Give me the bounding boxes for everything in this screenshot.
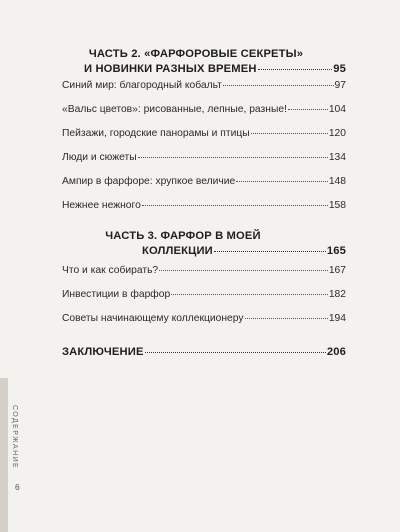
part2-heading-row xyxy=(62,63,346,75)
part2-page: 95 xyxy=(333,63,346,75)
dot-leader xyxy=(214,251,326,252)
toc-entry-page: 182 xyxy=(328,289,346,300)
part3-title-line1: ЧАСТЬ 3. ФАРФОР В МОЕЙ xyxy=(105,230,261,242)
dot-leader xyxy=(171,294,328,295)
toc-entry-title: Синий мир: благородный кобальт xyxy=(62,80,222,91)
toc-entry-title: «Вальс цветов»: рисованные, лепные, разные! xyxy=(62,104,287,115)
toc-entry xyxy=(62,289,346,300)
toc-entry-title: Нежнее нежного xyxy=(62,200,141,211)
toc-entry xyxy=(62,313,346,324)
toc-entry xyxy=(62,128,346,139)
dot-leader xyxy=(258,69,333,70)
toc-entry-title: Ампир в фарфоре: хрупкое величие xyxy=(62,176,236,187)
part2-title-line2: И НОВИНКИ РАЗНЫХ ВРЕМЕН xyxy=(84,63,257,75)
toc-entry-title: Люди и сюжеты xyxy=(62,152,137,163)
toc-entry xyxy=(62,80,346,91)
toc-entry xyxy=(62,265,346,276)
toc-entry-page: 148 xyxy=(328,176,346,187)
part3-page: 165 xyxy=(326,245,346,257)
dot-leader xyxy=(245,318,328,319)
toc-entry-page: 104 xyxy=(328,104,346,115)
toc-entry-title: Советы начинающему коллекционеру xyxy=(62,313,244,324)
toc-entry-page: 134 xyxy=(328,152,346,163)
conclusion-row xyxy=(62,346,346,358)
toc-entry xyxy=(62,200,346,211)
toc-entry-page: 194 xyxy=(328,313,346,324)
dot-leader xyxy=(138,157,328,158)
toc-entry-page: 97 xyxy=(334,80,346,91)
part3-heading-row xyxy=(62,245,346,257)
conclusion-title: ЗАКЛЮЧЕНИЕ xyxy=(62,346,144,358)
sidebar-section-label: СОДЕРЖАНИЕ xyxy=(11,405,18,470)
toc-entry xyxy=(62,104,346,115)
part2-title-line1: ЧАСТЬ 2. «ФАРФОРОВЫЕ СЕКРЕТЫ» xyxy=(88,48,304,60)
dot-leader xyxy=(251,133,328,134)
toc-entry-title: Инвестиции в фарфор xyxy=(62,289,171,300)
sidebar-bar xyxy=(0,378,8,532)
dot-leader xyxy=(236,181,328,182)
toc-entry-page: 158 xyxy=(328,200,346,211)
dot-leader xyxy=(145,352,326,353)
toc-entry xyxy=(62,176,346,187)
dot-leader xyxy=(142,205,328,206)
dot-leader xyxy=(288,109,328,110)
dot-leader xyxy=(223,85,334,86)
toc-entry-title: Пейзажи, городские панорамы и птицы xyxy=(62,128,250,139)
conclusion-page: 206 xyxy=(326,346,346,358)
part3-title-line2: КОЛЛЕКЦИИ xyxy=(142,245,213,257)
toc-entry-title: Что и как собирать? xyxy=(62,265,159,276)
toc-entry-page: 120 xyxy=(328,128,346,139)
page-number: 6 xyxy=(15,482,20,492)
toc-entry xyxy=(62,152,346,163)
toc-entry-page: 167 xyxy=(328,265,346,276)
dot-leader xyxy=(159,270,328,271)
